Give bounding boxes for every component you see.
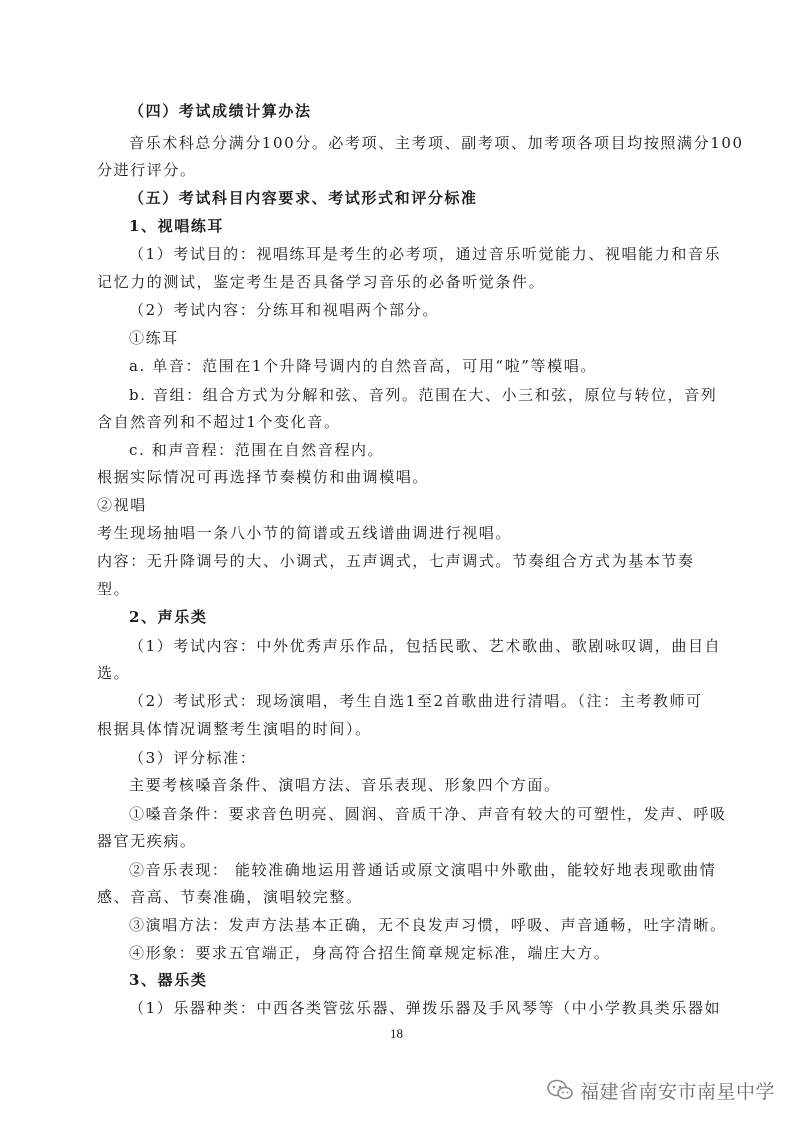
paragraph-line: a. 单音：范围在1个升降号调内的自然音高，可用“啦”等模唱。: [129, 357, 597, 375]
paragraph-line: （1）考试内容：中外优秀声乐作品，包括民歌、艺术歌曲、歌剧咏叹调，曲目自: [129, 637, 722, 655]
paragraph-line: 分进行评分。: [97, 161, 197, 179]
paragraph-line: ②音乐表现： 能较准确地运用普通话或原文演唱中外歌曲，能较好地表现歌曲情: [129, 861, 717, 879]
paragraph-line: ④形象：要求五官端正，身高符合招生简章规定标准，端庄大方。: [129, 944, 611, 962]
section-heading-exam-subjects: （五）考试科目内容要求、考试形式和评分标准: [129, 189, 478, 207]
list-marker-ear-training: ①练耳: [129, 329, 179, 347]
paragraph-line: 记忆力的测试，鉴定考生是否具备学习音乐的必备听觉条件。: [97, 273, 546, 291]
paragraph-line: ①嗓音条件：要求音色明亮、圆润、音质干净、声音有较大的可塑性，发声、呼吸: [129, 805, 727, 823]
paragraph-line: 根据具体情况调整考生演唱的时间）。: [97, 720, 372, 738]
wechat-icon: [546, 1078, 574, 1102]
paragraph-line: 内容：无升降调号的大、小调式，五声调式，七声调式。节奏组合方式为基本节奏: [97, 552, 695, 570]
paragraph-line: 含自然音列和不超过1个变化音。: [97, 413, 341, 431]
section-heading-score-calculation: （四）考试成绩计算办法: [129, 102, 312, 120]
page-number: 18: [390, 1026, 403, 1041]
paragraph-line: b. 音组：组合方式为分解和弦、音列。范围在大、小三和弦，原位与转位，音列: [129, 386, 718, 404]
subsection-heading-sight-singing: 1、视唱练耳: [129, 217, 225, 235]
paragraph-line: （1）乐器种类：中西各类管弦乐器、弹拨乐器及手风琴等（中小学教具类乐器如: [129, 999, 722, 1017]
paragraph-line: 感、音高、节奏准确，演唱较完整。: [97, 888, 363, 906]
watermark-text: 福建省南安市南星中学: [580, 1080, 776, 1103]
paragraph-line: 考生现场抽唱一条八小节的简谱或五线谱曲调进行视唱。: [97, 524, 513, 542]
paragraph-line: （3）评分标准：: [129, 749, 257, 767]
paragraph-line: （2）考试形式：现场演唱，考生自选1至2首歌曲进行清唱。（注：主考教师可: [129, 692, 703, 710]
subsection-heading-instrumental: 3、器乐类: [129, 971, 208, 989]
paragraph-line: 主要考核嗓音条件、演唱方法、音乐表现、形象四个方面。: [129, 776, 561, 794]
paragraph-line: 器官无疾病。: [97, 832, 197, 850]
paragraph-line: 音乐术科总分满分100分。必考项、主考项、副考项、加考项各项目均按照满分100: [129, 134, 744, 152]
paragraph-line: c. 和声音程：范围在自然音程内。: [129, 441, 385, 459]
paragraph-line: 根据实际情况可再选择节奏模仿和曲调模唱。: [97, 468, 430, 486]
paragraph-line: （1）考试目的：视唱练耳是考生的必考项，通过音乐听觉能力、视唱能力和音乐: [129, 245, 722, 263]
paragraph-line: 选。: [97, 664, 131, 682]
subsection-heading-vocal: 2、声乐类: [129, 608, 208, 626]
paragraph-line: （2）考试内容：分练耳和视唱两个部分。: [129, 301, 439, 319]
source-watermark: [546, 1077, 775, 1103]
paragraph-line: ③演唱方法：发声方法基本正确，无不良发声习惯，呼吸、声音通畅，吐字清晰。: [129, 916, 727, 934]
paragraph-line: 型。: [97, 580, 131, 598]
list-marker-sight-singing: ②视唱: [97, 496, 147, 514]
